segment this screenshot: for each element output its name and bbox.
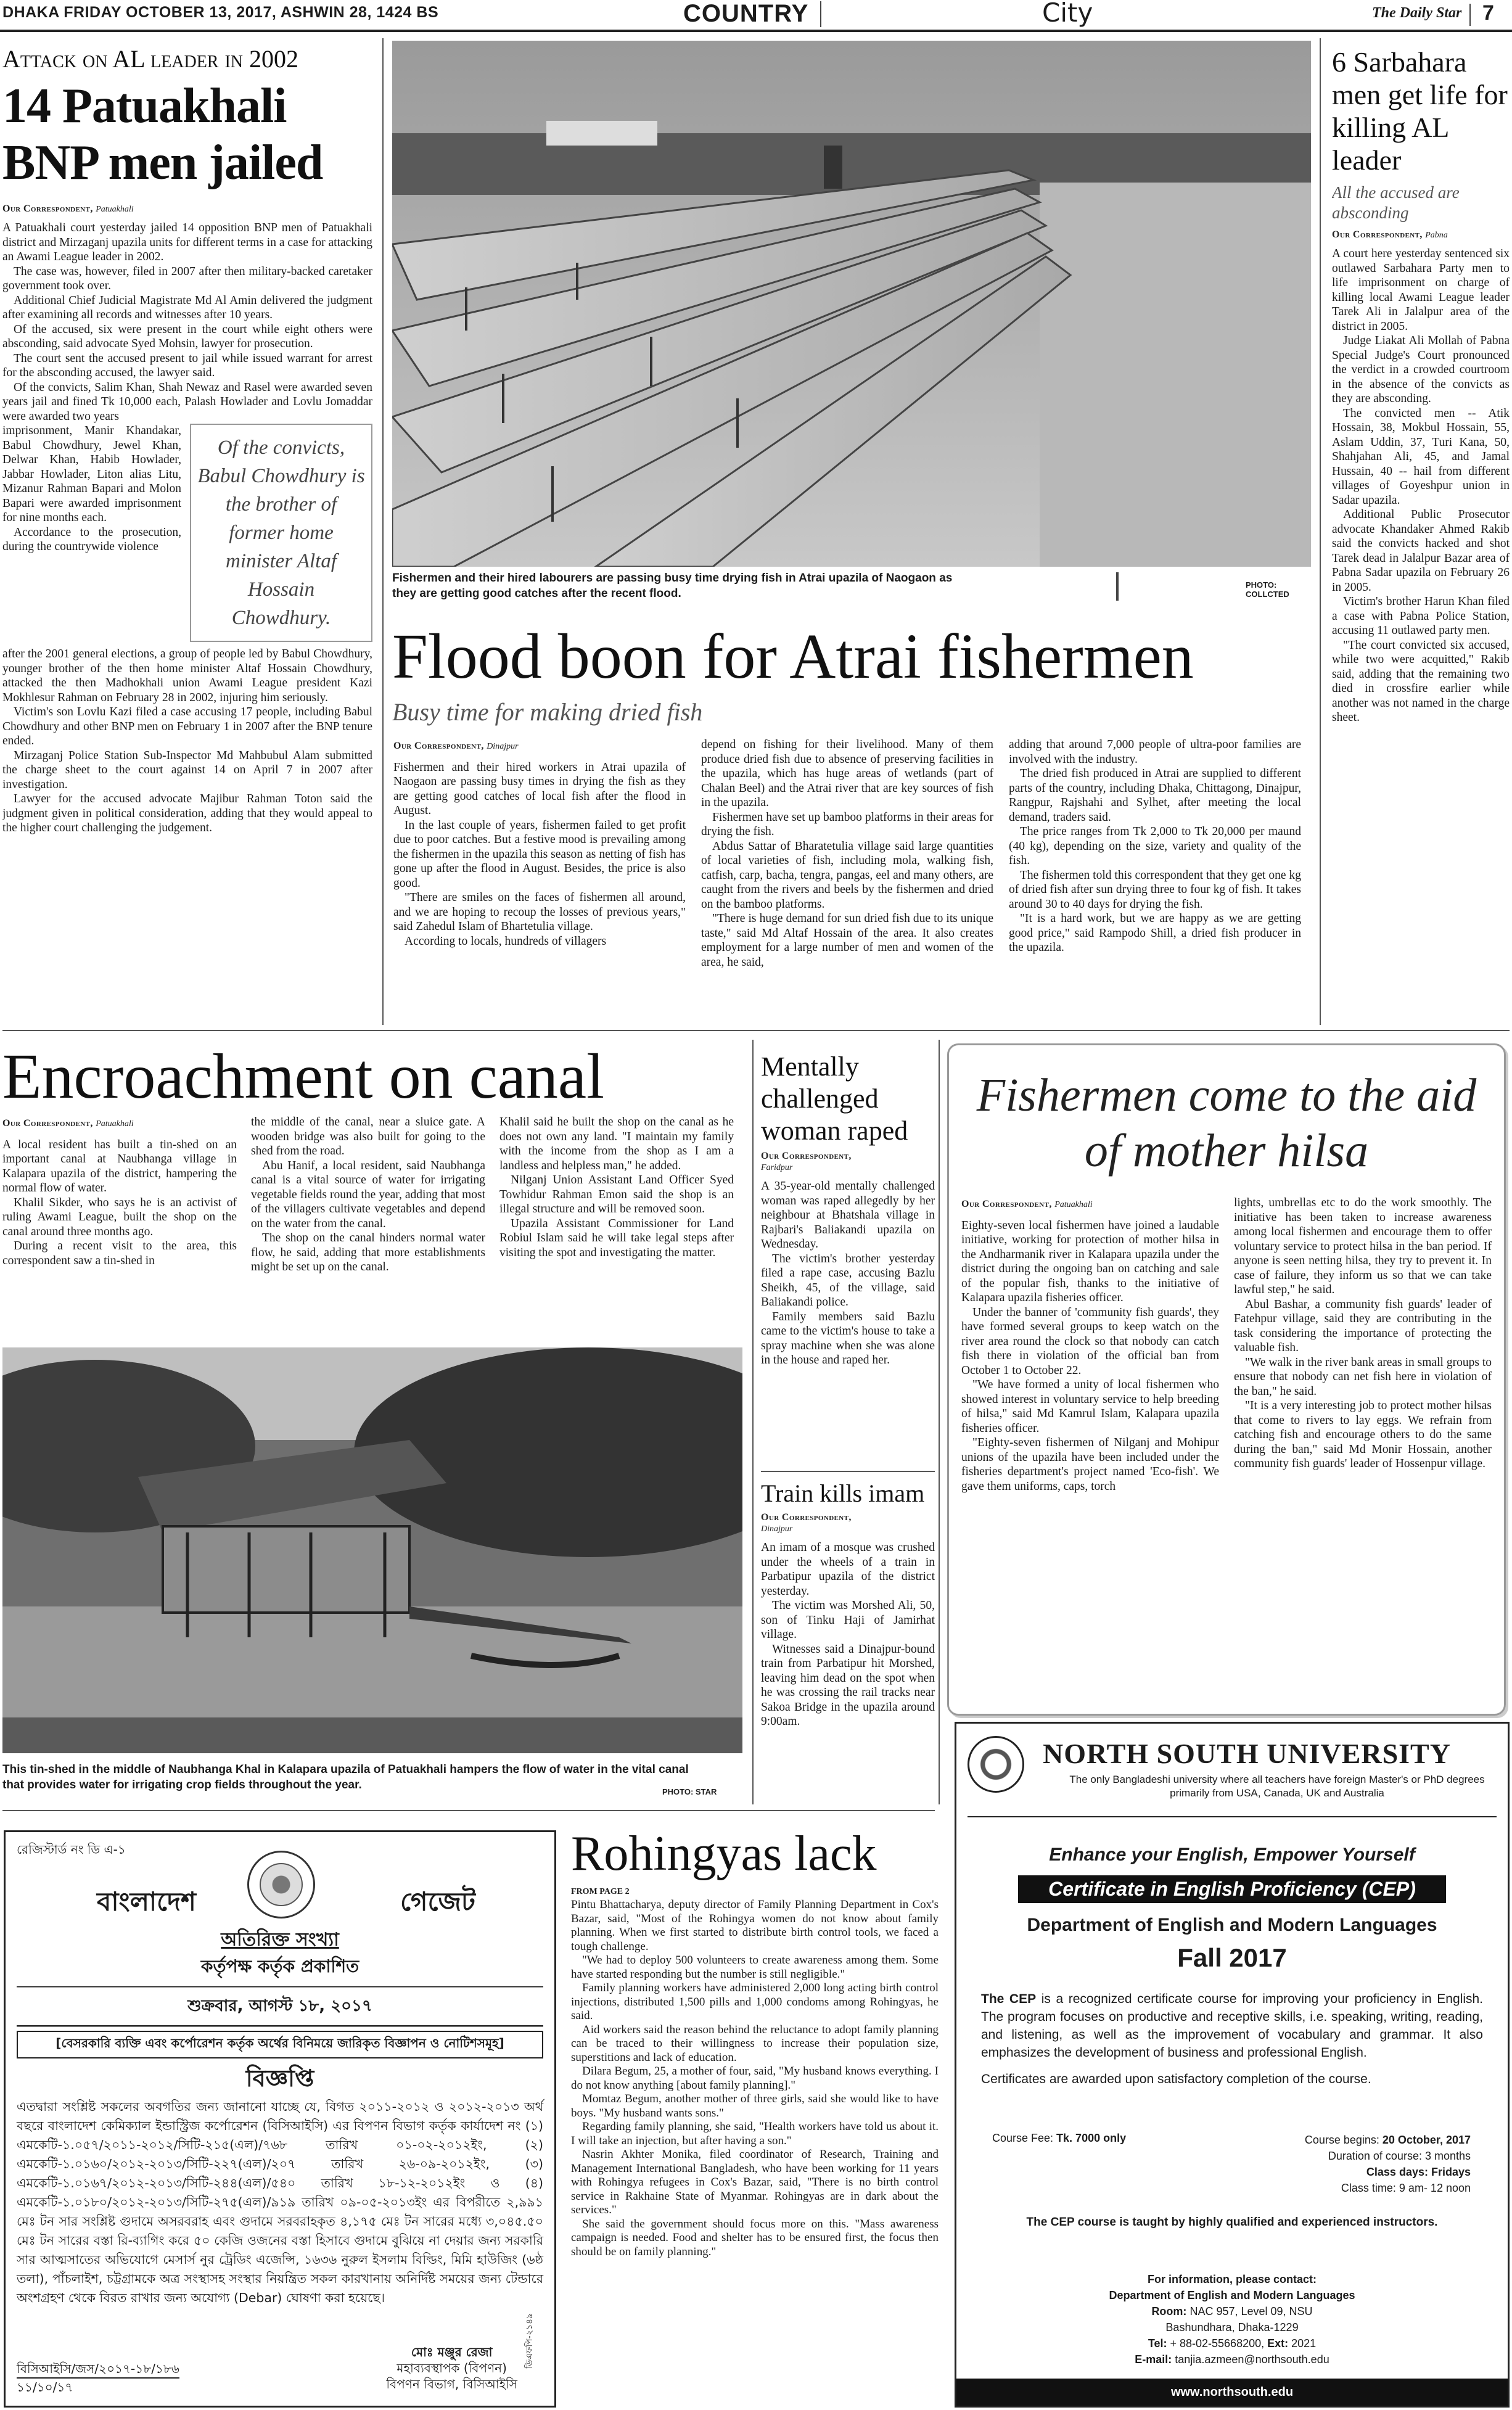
gazette-seal (247, 1851, 315, 1919)
lead-col-1 (393, 738, 686, 1024)
paragraph: Abdus Sattar of Bharatetulia village said large quantities of local varieties of fish, including mola, walking fish, catfish, carp, bacha, tengra, pangas, eel and many others, are caught from the rivers and beels by the fishermen and dried on the bamboo platforms. (701, 839, 993, 911)
byline-label: Our Correspondent, (2, 204, 93, 214)
section-rule (2, 1030, 1510, 1031)
paragraph: Dilara Begum, 25, a mother of four, said, "My husband knows everything. I do not know anything [about family planning]." (571, 2065, 939, 2092)
contact-heading: For information, please contact: (1147, 2273, 1317, 2285)
page-divider (1469, 4, 1471, 26)
gazette-extra: অতিরিক্ত সংখ্যা (221, 1929, 339, 1951)
lead-col-3 (1009, 738, 1301, 1024)
byline-label: Our Correspondent, (2, 1118, 93, 1129)
column-rule (752, 1040, 754, 1804)
paragraph: "There are smiles on the faces of fishermen all around, and we are hoping to recoup the losses of previous years," said Zahedul Islam of Bhartetulia village. (393, 891, 686, 933)
nsu-taught: The CEP course is taught by highly qualified and experienced instructors. (1026, 2216, 1438, 2229)
hilsa-col-1 (961, 1196, 1219, 1494)
gazette-notice: বিজ্ঞপ্তি (245, 2065, 314, 2092)
paragraph: Khalil Sikder, who says he is an activist of ruling Awami League, built the shop on the canal around three months ago. (2, 1196, 237, 1238)
cep-bold: The CEP (981, 1992, 1037, 2006)
paragraph: "We walk in the river bank areas in small groups to ensure that nobody can net fish here in violation of the ban," he said. (1234, 1355, 1492, 1398)
paragraph: "Eighty-seven fishermen of Nilganj and Mohipur unions of the upazila have been included under the fisheries department's project named 'Eco-fish'. We gave them uniforms, caps, torch (961, 1436, 1219, 1493)
paragraph: Aid workers said the reason behind the reluctance to adopt family planning can be traced to their willingness to increase their population size, superstitions and lack of education. (571, 2023, 939, 2064)
body-text (761, 1179, 935, 1368)
paragraph: Family members said Bazlu came to the victim's house to take a spray machine when she was alone in the house and raped her. (761, 1310, 935, 1367)
duration: Duration of course: 3 months (1328, 2150, 1471, 2162)
byline (761, 1151, 935, 1173)
gazette-ad (4, 1830, 556, 2408)
paragraph: During a recent visit to the area, this correspondent saw a tin-shed in (2, 1240, 237, 1267)
hilsa-columns (961, 1196, 1492, 1494)
sign-org: বিপণন বিভাগ, বিসিআইসি (386, 2377, 517, 2391)
paragraph: A court here yesterday sentenced six outlawed Sarbahara Party men to life imprisonment on charge of killing local Awami League leader Tarek Ali in Jalalpur area of the district in 2005. (1332, 247, 1510, 333)
fish-drying-photo-image (392, 41, 1311, 567)
byline-label: Our Correspondent, (1332, 229, 1423, 240)
ref-date: ১১/১০/১৭ (17, 2380, 73, 2395)
column-rule (1320, 38, 1321, 1025)
fee-label: Course Fee: (992, 2132, 1057, 2144)
gazette-title-right: গেজেট (400, 1886, 475, 1917)
headline: Mentally challenged woman raped (761, 1051, 908, 1146)
byline (761, 1512, 935, 1534)
paragraph: The victim was Morshed Ali, 50, son of Tinku Haji of Jamirhat village. (761, 1599, 935, 1641)
paragraph: The shop on the canal hinders normal water flow, he said, adding that more establishments might be set up on the canal. (251, 1232, 485, 1273)
paragraph: "It is a very interesting job to protect mother hilsas that come to rivers to lay eggs. We refrain from catching fish and encourage others to do the same during the ban," said Md Monir Hossain, another community fish guards' leader of Hossenpur village. (1234, 1399, 1492, 1470)
pull-quote-text: Of the convicts, Babul Chowdhury is the brother of former home minister Altaf Hossain Chowdhury. (197, 437, 365, 629)
photo-credit: PHOTO: STAR (662, 1787, 717, 1796)
room: NAC 957, Level 09, NSU (1186, 2305, 1313, 2317)
email[interactable]: tanjia.azmeen@northsouth.edu (1175, 2353, 1329, 2366)
encroachment-col-2 (251, 1115, 485, 1349)
contact-dept: Department of English and Modern Languages (1109, 2289, 1355, 2301)
paragraph: Fishermen and their hired workers in Atrai upazila of Naogaon are passing busy times in drying the fish as they are getting good catches of local fish after the flood in August. (393, 760, 686, 817)
paragraph: The case was, however, filed in 2007 after then military-backed caretaker government took over. (2, 265, 372, 292)
kicker: Attack on AL leader in 2002 (2, 46, 299, 73)
paragraph: She said the government should focus more on this. "Mass awareness campaign is needed. Food and shelter has to be ensured first, the focus then should be on family planning." (571, 2217, 939, 2258)
article-bnp-jailed (2, 46, 372, 1026)
byline-place: Dinajpur (487, 742, 519, 751)
gazette-ref (17, 2360, 179, 2396)
column-rule (939, 1040, 940, 1804)
seal-icon (260, 1863, 303, 1906)
byline-label: Our Correspondent, (761, 1151, 852, 1161)
nsu-description (981, 1990, 1483, 2088)
class-days: Class days: Fridays (1366, 2166, 1471, 2178)
paragraph: "It is a hard work, but we are happy as we are getting good price," said Rampodo Shill, a dried fish producer in the upazila. (1009, 912, 1301, 954)
paper-logo: The Daily Star (1372, 5, 1462, 21)
paragraph: Momtaz Begum, another mother of three girls, said she would like to have boys. "My husband wants sons." (571, 2092, 939, 2120)
paragraph: "We have formed a unity of local fishermen who showed interest in voluntary service to help breeding of hilsa," said Md Kamrul Islam, Kalapara upazila fisheries officer. (961, 1378, 1219, 1435)
paragraph: Khalil said he built the shop on the canal as he does not own any land. "I maintain my family with the income from the shop as I am a landless and helpless man," he added. (499, 1116, 734, 1172)
photo-caption: This tin-shed in the middle of Naubhanga Khal in Kalapara upazila of Patuakhali hampers the flow of water in the vital canal that provides water for irrigating crop fields throughout the year. (2, 1763, 689, 1791)
headline: 6 Sarbahara men get life for killing AL leader (1332, 46, 1508, 176)
paragraph: adding that around 7,000 people of ultra-poor families are involved with the industry. (1009, 738, 1301, 766)
headline: Train kills imam (761, 1479, 925, 1507)
byline (1332, 229, 1510, 241)
section-city: City (1042, 0, 1093, 28)
dateline: DHAKA FRIDAY OCTOBER 13, 2017, ASHWIN 28, 1424 BS (2, 4, 439, 21)
gazette-title-left: বাংলাদেশ (97, 1886, 196, 1917)
paragraph: The convicted men -- Atik Hossain, 38, Mokbul Hossain, 55, Aslam Uddin, 37, Turi Kana, 50, Shahjahan Ali, 45, and Jamal Hussain, 40 -- hail from different villages of Goyeshpur union in Sadar upazila. (1332, 406, 1510, 507)
paragraph: "There is huge demand for sun dried fish due to its unique taste," said Md Altaf Hossain of the area. It also creates employment for a large number of men and women of the area, he said, (701, 912, 993, 969)
cep-description: is a recognized certificate course for improving your proficiency in English. The program focuses on productive and receptive skills, i.e. speaking, writing, reading, and listening, as well as the improvement of vocabulary and grammar. It also emphasizes the development of business and professional English. (981, 1992, 1483, 2060)
gazette-reg: রেজিস্টার্ড নং ডি এ-১ (17, 1842, 126, 1857)
nsu-tagline: The only Bangladeshi university where all teachers have foreign Master's or PhD degrees primarily from USA, Canada, UK and Australia (1069, 1774, 1485, 1799)
paragraph: An imam of a mosque was crushed under the wheels of a train in Parbatipur upazila of the district yesterday. (761, 1541, 935, 1598)
gazette-sign (386, 2344, 517, 2392)
section-divider (820, 1, 821, 27)
paragraph: Pintu Bhattacharya, deputy director of Family Planning Department in Cox's Bazar, said, "Most of the Rohingya women do not know about family planning. When we first started to distribute birth control tools, we faced a tough challenge. (571, 1898, 939, 1953)
photo-credit: PHOTO: COLLCTED (1246, 580, 1289, 599)
headline: Flood boon for Atrai fishermen (392, 621, 1194, 692)
pull-quote (190, 424, 372, 642)
paragraph: In the last couple of years, fishermen failed to get profit due to poor catches. But a festive mood is prevailing among the fishermen in the upazila this season as netting of fish has gone up after the flood in August. Besides, the price is also good. (393, 818, 686, 890)
byline-place: Patuakhali (96, 1119, 134, 1129)
page-number: 7 (1482, 1, 1494, 25)
paragraph: Fishermen have set up bamboo platforms in their areas for drying the fish. (701, 810, 993, 838)
sign-title: মহাব্যবস্থাপক (বিপণন) (396, 2361, 507, 2375)
paragraph: Abul Bashar, a community fish guards' leader of Fatehpur village, said they are contributing in the task considering the importance of protecting the valuable fish. (1234, 1298, 1492, 1354)
nsu-contact (956, 2271, 1508, 2367)
tin-shed-photo-image (2, 1347, 742, 1753)
paragraph: "We had to deploy 500 volunteers to create awareness among them. Some have started responding but the number is still negligible." (571, 1954, 939, 1981)
byline-place: Dinajpur (761, 1524, 793, 1534)
nsu-web-bar (956, 2379, 1508, 2406)
gazette-dfp: ডিএফপি-২১৪৯ (525, 2313, 535, 2369)
paragraph: the middle of the canal, near a sluice gate. A wooden bridge was also built for going to the shed from the road. (251, 1116, 485, 1158)
byline (2, 1116, 237, 1132)
encroachment-headline-block (2, 1042, 749, 1110)
paragraph: Under the banner of 'community fish guards', they have formed several groups to keep watch on the river area round the clock so that nobody can catch fish there in violation of the official ban from October 1 to October 22. (961, 1306, 1219, 1377)
byline-place: Pabna (1425, 231, 1448, 240)
paragraph: Mirzaganj Police Station Sub-Inspector Md Mahbubul Alam submitted the charge sheet to the court against 14 on April 7 in 2007 after investigation. (2, 749, 372, 791)
pull-quote-wrap (2, 424, 372, 647)
paragraph: Victim's brother Harun Khan filed a case with Pabna Police Station, accusing 11 outlawed party men. (1332, 595, 1510, 637)
gazette-body: এতদ্বারা সংশ্লিষ্ট সকলের অবগতির জন্য জানানো যাচ্ছে যে, বিগত ২০১১-২০১২ ও ২০১২-২০১৩ অর্থ বছরে বাংলাদেশ কেমিক্যাল ইন্ডাস্ট্রিজ কর্পোরেশন (বিসিআইসি) এর বিপণন বিভাগ কর্তৃক কার্যাদেশ নং (১) এমকেটি-১.০৫৭/২০১১-২০১২/সিটি-২১৫(এল)/৭৬৮ তারিখ ০১-০২-২০১২ইং, (২) এমকেটি-১.০১৬০/২০১২-২০১৩/সিটি-২২৭(এল)/২০৭ তারিখ ২৬-০৯-২০১২ইং, (৩) এমকেটি-১.০১৬৭/২০১২-২০১৩/সিটি-২৪৪(এল)/৫৪০ তারিখ ১৮-১২-২০১২ইং ও (৪) এমকেটি-১.০১৮০/২০১২-২০১৩/সিটি-২৭৫(এল)/৯১৯ তারিখ ০৯-০৫-২০১৩ইং এর বিপরীতে ২,৯৯১ মেঃ টন সার সংশ্লিষ্ট গুদামে অসরবরাহ এবং গুদামে সরবরাহকৃত ৪,১৭৫ মেঃ টন সারের মধ্যে ৩,০৪৫.৫০ মেঃ টন সারের বস্তা রি-ব্যাগিং করে ৫০ কেজি ওজনের বস্তা হিসাবে গুদামে বুঝিয়ে না দেয়ার জন্য সরকারি সার আত্মসাতের অভিযোগে মেসার্স নুর ট্রেডিং এজেন্সি, ১৬৩৬ নুরুল ইসলাম বিল্ডিং, মিমি হাউজিং (৬ষ্ঠ তলা), পাঁচলাইশ, চট্টগ্রামকে অত্র সংস্থাসহ সংস্থার নিয়ন্ত্রিত সকল কারখানায় অনির্দিষ্ট সময়ের জন্য টেন্ডারে অংশগ্রহণ থেকে বিরত রাখার জন্য অযোগ্য (Debar) ঘোষণা করা হয়েছে। (17, 2099, 543, 2305)
nsu-dept: Department of English and Modern Languages (1027, 1915, 1437, 1935)
nsu-logo-icon (968, 1736, 1024, 1793)
fee-value: Tk. 7000 only (1056, 2132, 1127, 2144)
paragraph: The price ranges from Tk 2,000 to Tk 20,000 per maund (40 kg), depending on the size, variety and quality of the fish. (1009, 825, 1301, 867)
gazette-banner: [বেসরকারি ব্যক্তি এবং কর্পোরেশন কর্তৃক অর্থের বিনিময়ে জারিকৃত বিজ্ঞাপন ও নোটিশসমূহ] (17, 2031, 543, 2058)
headline: Encroachment on canal (2, 1042, 604, 1110)
paragraph: Of the accused, six were present in the court while eight others were absconding, said advocate Syed Mohsin, lawyer for prosecution. (2, 323, 372, 350)
section-rule (2, 1810, 935, 1811)
class-time: Class time: 9 am- 12 noon (1341, 2182, 1471, 2194)
article-sarbahara (1332, 46, 1510, 1027)
headline: Rohingyas lack (571, 1827, 877, 1881)
caption-rule (1116, 572, 1119, 601)
byline-place: Patuakhali (96, 205, 134, 214)
paragraph: Additional Chief Judicial Magistrate Md Al Amin delivered the judgment after examining all records and witnesses after 10 years. (2, 294, 372, 321)
wrap-column (2, 424, 181, 647)
paragraph: imprisonment, Manir Khandakar, Babul Chowdhury, Jewel Khan, Delwar Khan, Habib Howlader, Jabbar Howlader, Liton alias Litu, Mizanur Rahman Bapari and Molon Bapari were awarded imprisonment for nine months each. (2, 424, 181, 524)
paragraph: Judge Liakat Ali Mollah of Pabna Special Judge's Court pronounced the verdict in a crowded courtroom in the absence of the convicts as they are absconding. (1332, 334, 1510, 405)
paragraph: The victim's brother yesterday filed a rape case, accusing Bazlu Sheikh, 45, of the village, said Baliakandi police. (761, 1252, 935, 1309)
paragraph: "The court convicted six accused, while two were acquitted," Rakib said, adding that the remaining two died in crossfire earlier while another was not named in the charge sheet. (1332, 638, 1510, 724)
subhead: All the accused are absconding (1332, 183, 1460, 222)
masthead (0, 0, 1512, 32)
nsu-fee (992, 2132, 1126, 2145)
begin-label: Course begins: (1304, 2134, 1383, 2146)
photo-tin-shed (2, 1347, 742, 1753)
paragraph: Eighty-seven local fishermen have joined a laudable initiative, working for protection of mother hilsa in the Andharmanik river in Kalapara upazila under the district during the ongoing ban on catching and sale of the popular fish, thanks to the initiative of Kalapara upazila fisheries officer. (961, 1219, 1219, 1304)
paragraph: Nasrin Akhter Monika, filed coordinator of Research, Training and Management International Bangladesh, who have been working for 11 years with Rohingya refugees in Cox's Bazar, said, "There is no birth control service in Rakhaine State of Myanmar. Rohingyas are in dark about the services." (571, 2148, 939, 2216)
paragraph: lights, umbrellas etc to do the work smoothly. The initiative has been taken to increase awareness among local fishermen and encourage them to offer voluntary service to protect hilsa in the ban period. If anyone is seen netting hilsa, they try to prevent it. In case of failure, they inform us so that we can take lawful step," he said. (1234, 1196, 1492, 1296)
nsu-cert-banner: Certificate in English Proficiency (CEP) (1018, 1875, 1446, 1903)
nsu-ad (955, 1722, 1510, 2408)
paragraph: According to locals, hundreds of villagers (405, 934, 607, 948)
section-name: COUNTRY (683, 0, 809, 27)
photo-caption: Fishermen and their hired labourers are passing busy time drying fish in Atrai upazila of Naogaon as they are getting good catches after the recent flood. (392, 572, 953, 600)
column-rule (382, 38, 384, 1025)
byline-label: Our Correspondent, (393, 741, 484, 751)
body-text (761, 1540, 935, 1729)
paragraph: Victim's son Lovlu Kazi filed a case accusing 17 people, including Babul Chowdhury and other BNP men on February 1 in 2007 after the BNP tenure ended. (2, 705, 372, 747)
paragraph: The fishermen told this correspondent that they get one kg of dried fish after sun drying three to four kg of fish. It takes around 30 to 40 days for drying the fish. (1009, 868, 1301, 911)
subhead: Busy time for making dried fish (392, 698, 703, 726)
continued-from: FROM PAGE 2 (571, 1887, 630, 1896)
headline: 14 Patuakhali BNP men jailed (2, 79, 323, 190)
photo-dried-fish (392, 41, 1311, 567)
paragraph: Additional Public Prosecutor advocate Khandaker Ahmed Rakib said the convicts hacked and shot Tarek dead in Jalalpur Bazar area of Pabna Sadar upazila on February 26 in 2005. (1332, 508, 1510, 594)
encroachment-col-3 (499, 1115, 734, 1349)
paragraph: Regarding family planning, she said, "Health workers have told us about it. I will take an injection, but after having a son." (571, 2120, 939, 2147)
headline: Fishermen come to the aid of mother hilsa (976, 1069, 1477, 1177)
byline-place: Patuakhali (1054, 1200, 1093, 1209)
gazette-auth: কর্তৃপক্ষ কর্তৃক প্রকাশিত (200, 1956, 360, 1976)
paragraph: Family planning workers have administered 2,000 long acting birth control injections, distributed 1,500 pills and 1,000 condoms among Rohingyas, he said. (571, 1981, 939, 2022)
byline (2, 204, 372, 215)
story-rule (761, 1471, 935, 1472)
byline-place: Faridpur (761, 1163, 793, 1172)
nsu-schedule (1305, 2132, 1471, 2196)
paragraph: Upazila Assistant Commissioner for Land Robiul Islam said he will take legal steps after visiting the spot and investigating the matter. (499, 1217, 734, 1259)
lead-headline-block (392, 620, 1311, 737)
paragraph: Of the convicts, Salim Khan, Shah Newaz and Rasel were awarded seven years jail and fined Tk 10,000 each, Palash Howlader and Lovlu Jomaddar were awarded two years (2, 380, 372, 423)
paragraph: Accordance to the prosecution, during the countrywide violence (2, 525, 181, 553)
article-train-imam (761, 1479, 935, 1812)
paragraph: Nilganj Union Assistant Land Officer Syed Towhidur Rahman Emon said the shop is an illegal structure and will be removed soon. (499, 1174, 734, 1215)
paragraph: depend on fishing for their livelihood. Many of them produce dried fish due to absence of preserving facilities in the upazila, which has huge areas of wetlands (part of Chalan Beel) and the Atrai river that are key sources of fish in the upazila. (701, 738, 993, 809)
ext-label: Ext: (1267, 2337, 1289, 2350)
body-text (2, 221, 372, 836)
hilsa-col-2 (1234, 1196, 1492, 1494)
nsu-term: Fall 2017 (1177, 1943, 1287, 1972)
body-text (1332, 247, 1510, 725)
cep-certificate-note: Certificates are awarded upon satisfactory completion of the course. (981, 2072, 1371, 2086)
body-text (571, 1898, 939, 2259)
ext: 2021 (1288, 2337, 1317, 2350)
nsu-divider (968, 1816, 1497, 1817)
byline-label: Our Correspondent, (761, 1512, 852, 1523)
tel: + 88-02-55668200, (1167, 2337, 1268, 2350)
begin-value: 20 October, 2017 (1382, 2134, 1471, 2146)
paragraph: The court sent the accused present to jail while issued warrant for arrest for the absconding accused, the lawyer said. (2, 352, 372, 379)
byline-label: Our Correspondent, (961, 1199, 1052, 1209)
ref-number: বিসিআইসি/জস/২০১৭-১৮/১৮৬ (17, 2360, 179, 2379)
byline (961, 1197, 1219, 1212)
room-label: Room: (1151, 2305, 1187, 2317)
nsu-slogan: Enhance your English, Empower Yourself (1049, 1845, 1415, 1865)
nsu-name: NORTH SOUTH UNIVERSITY (1043, 1738, 1451, 1769)
article-hilsa (947, 1043, 1506, 1716)
website-link[interactable]: www.northsouth.edu (1170, 2385, 1294, 2399)
article-woman-raped (761, 1051, 935, 1470)
email-label: E-mail: (1135, 2353, 1175, 2366)
paragraph: A 35-year-old mentally challenged woman was raped allegedly by her neighbour at Bhatshala village in Rajbari's Baliakandi upazila on Wednesday. (761, 1180, 935, 1251)
address: Bashundhara, Dhaka-1229 (1165, 2321, 1299, 2334)
encroachment-col-1 (2, 1115, 237, 1349)
paragraph: The dried fish produced in Atrai are supplied to different parts of the country, including Dhaka, Chittagong, Dinajpur, Rangpur, Rajshahi and Sylhet, after meeting the local demand, traders said. (1009, 767, 1301, 824)
paragraph: Abu Hanif, a local resident, said Naubhanga canal is a vital source of water for irrigating vegetable fields round the year, adding that most of the villagers cultivate vegetables and depend on the water from the canal. (251, 1159, 485, 1230)
paragraph: A Patuakhali court yesterday jailed 14 opposition BNP men of Patuakhali district and Mirzaganj upazila units for different terms in a case for attacking an Awami League leader in 2002. (2, 221, 372, 263)
byline (393, 739, 686, 754)
gazette-date: শুক্রবার, আগস্ট ১৮, ২০১৭ (17, 1986, 543, 2027)
sign-name: মোঃ মঞ্জুর রেজা (411, 2345, 493, 2359)
paragraph: Lawyer for the accused advocate Majibur Rahman Toton said the judgment given in political consideration, adding that they would appeal to the higher court challenging the judgement. (2, 792, 372, 834)
article-rohingyas (571, 1825, 939, 2408)
paragraph: A local resident has built a tin-shed on an important canal at Naubhanga village in Kalapara upazila of the district, hampering the normal flow of water. (2, 1138, 237, 1195)
lead-col-2 (701, 738, 993, 1024)
paragraph: Witnesses said a Dinajpur-bound train from Parbatipur hit Morshed, leaving him dead on the spot when he was crossing the rail tracks near Sakoa Bridge in the upazila around 9:00am. (761, 1642, 935, 1728)
tel-label: Tel: (1148, 2337, 1167, 2350)
paragraph: after the 2001 general elections, a group of people led by Babul Chowdhury, younger brother of the then home minister Altaf Hossain Chowdhury, attacked the then Madhokhali union Awami League president Kazi Mokhlesur Rahman on February 28 in 2002, injuring him seriously. (2, 648, 372, 704)
